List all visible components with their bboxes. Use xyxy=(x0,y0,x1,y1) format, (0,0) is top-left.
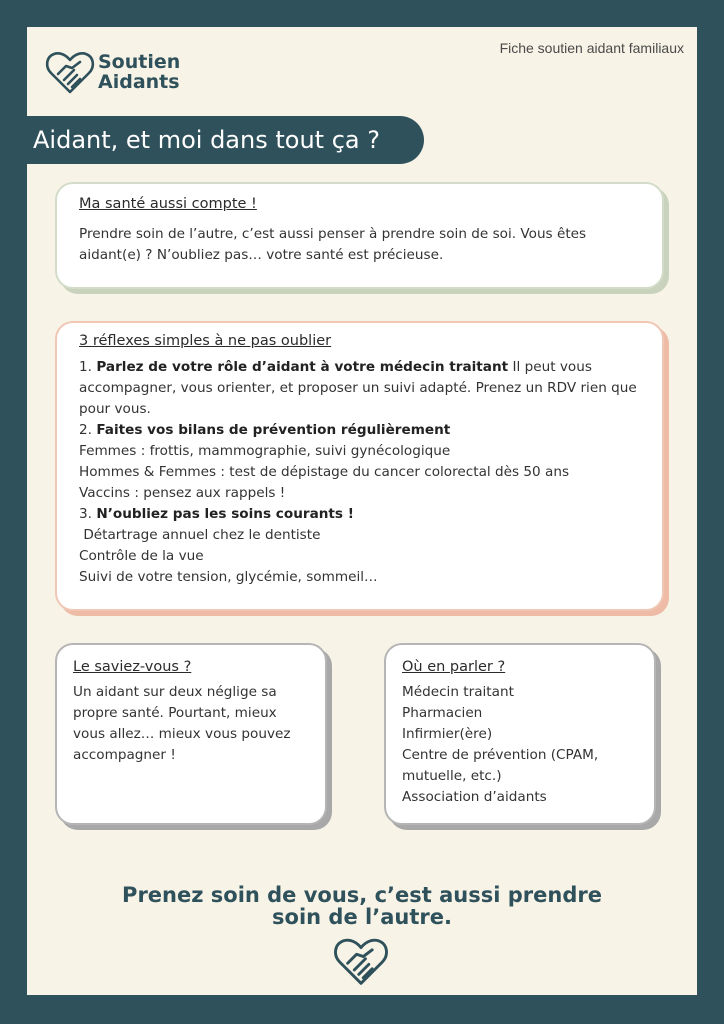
where-to-talk-card xyxy=(384,643,656,825)
brand-name-line1: Soutien xyxy=(98,51,181,73)
footer-slogan xyxy=(27,884,697,928)
reflex-item-2 xyxy=(79,420,640,441)
reflex-detail: Hommes & Femmes : test de dépistage du cancer colorectal dès 50 ans xyxy=(79,464,570,480)
reflexes-card-body xyxy=(79,357,640,588)
health-card xyxy=(55,182,664,289)
list-item: Pharmacien xyxy=(402,705,483,721)
reflex-heading-1: Parlez de votre rôle d’aidant à votre médecin traitant xyxy=(96,359,509,375)
list-item: Association d’aidants xyxy=(402,789,547,805)
list-item: Infirmier(ère) xyxy=(402,726,493,742)
reflex-number-1: 1. xyxy=(79,359,92,375)
footer-slogan-line1: Prenez soin de vous, c’est aussi prendre xyxy=(122,883,602,907)
reflexes-card-title: 3 réflexes simples à ne pas oublier xyxy=(79,333,332,349)
page-title: Aidant, et moi dans tout ça ? xyxy=(27,116,424,164)
reflex-detail: Femmes : frottis, mammographie, suivi gynécologique xyxy=(79,443,451,459)
brand-logo xyxy=(44,48,180,96)
reflex-detail: Vaccins : pensez aux rappels ! xyxy=(79,485,286,501)
reflex-item-3 xyxy=(79,504,640,525)
flyer-sheet xyxy=(27,27,697,995)
footer-slogan-line2: soin de l’autre. xyxy=(272,905,452,929)
where-to-talk-title: Où en parler ? xyxy=(402,659,506,675)
reflex-heading-3: N’oubliez pas les soins courants ! xyxy=(96,506,354,522)
reflex-number-3: 3. xyxy=(79,506,92,522)
did-you-know-title: Le saviez-vous ? xyxy=(73,659,192,675)
brand-name-line2: Aidants xyxy=(98,71,180,93)
reflex-heading-2: Faites vos bilans de prévention régulièrement xyxy=(96,422,451,438)
reflex-detail: Détartrage annuel chez le dentiste xyxy=(79,527,321,543)
reflex-number-2: 2. xyxy=(79,422,92,438)
reflex-detail: Suivi de votre tension, glycémie, sommeil… xyxy=(79,569,378,585)
reflex-text-1: Il peut vous accompagner, vous orienter, et proposer un suivi adapté. Prenez un RDV rien que pour vous. xyxy=(79,359,637,417)
heart-handshake-icon xyxy=(332,934,390,988)
reflexes-card xyxy=(55,321,664,611)
reflex-item-1 xyxy=(79,357,640,420)
reflex-detail: Contrôle de la vue xyxy=(79,548,204,564)
health-card-title: Ma santé aussi compte ! xyxy=(79,196,257,212)
list-item: Centre de prévention (CPAM, mutuelle, etc.) xyxy=(402,747,599,784)
health-card-body: Prendre soin de l’autre, c’est aussi penser à prendre soin de soi. Vous êtes aidant(e) ? N’oubliez pas… votre santé est précieuse. xyxy=(79,226,587,263)
list-item: Médecin traitant xyxy=(402,684,514,700)
heart-handshake-icon xyxy=(44,48,96,96)
where-to-talk-list xyxy=(402,682,638,808)
did-you-know-card xyxy=(55,643,327,825)
did-you-know-body: Un aidant sur deux néglige sa propre santé. Pourtant, mieux vous allez… mieux vous pouvez accompagner ! xyxy=(73,684,291,763)
document-label: Fiche soutien aidant familiaux xyxy=(499,40,684,56)
